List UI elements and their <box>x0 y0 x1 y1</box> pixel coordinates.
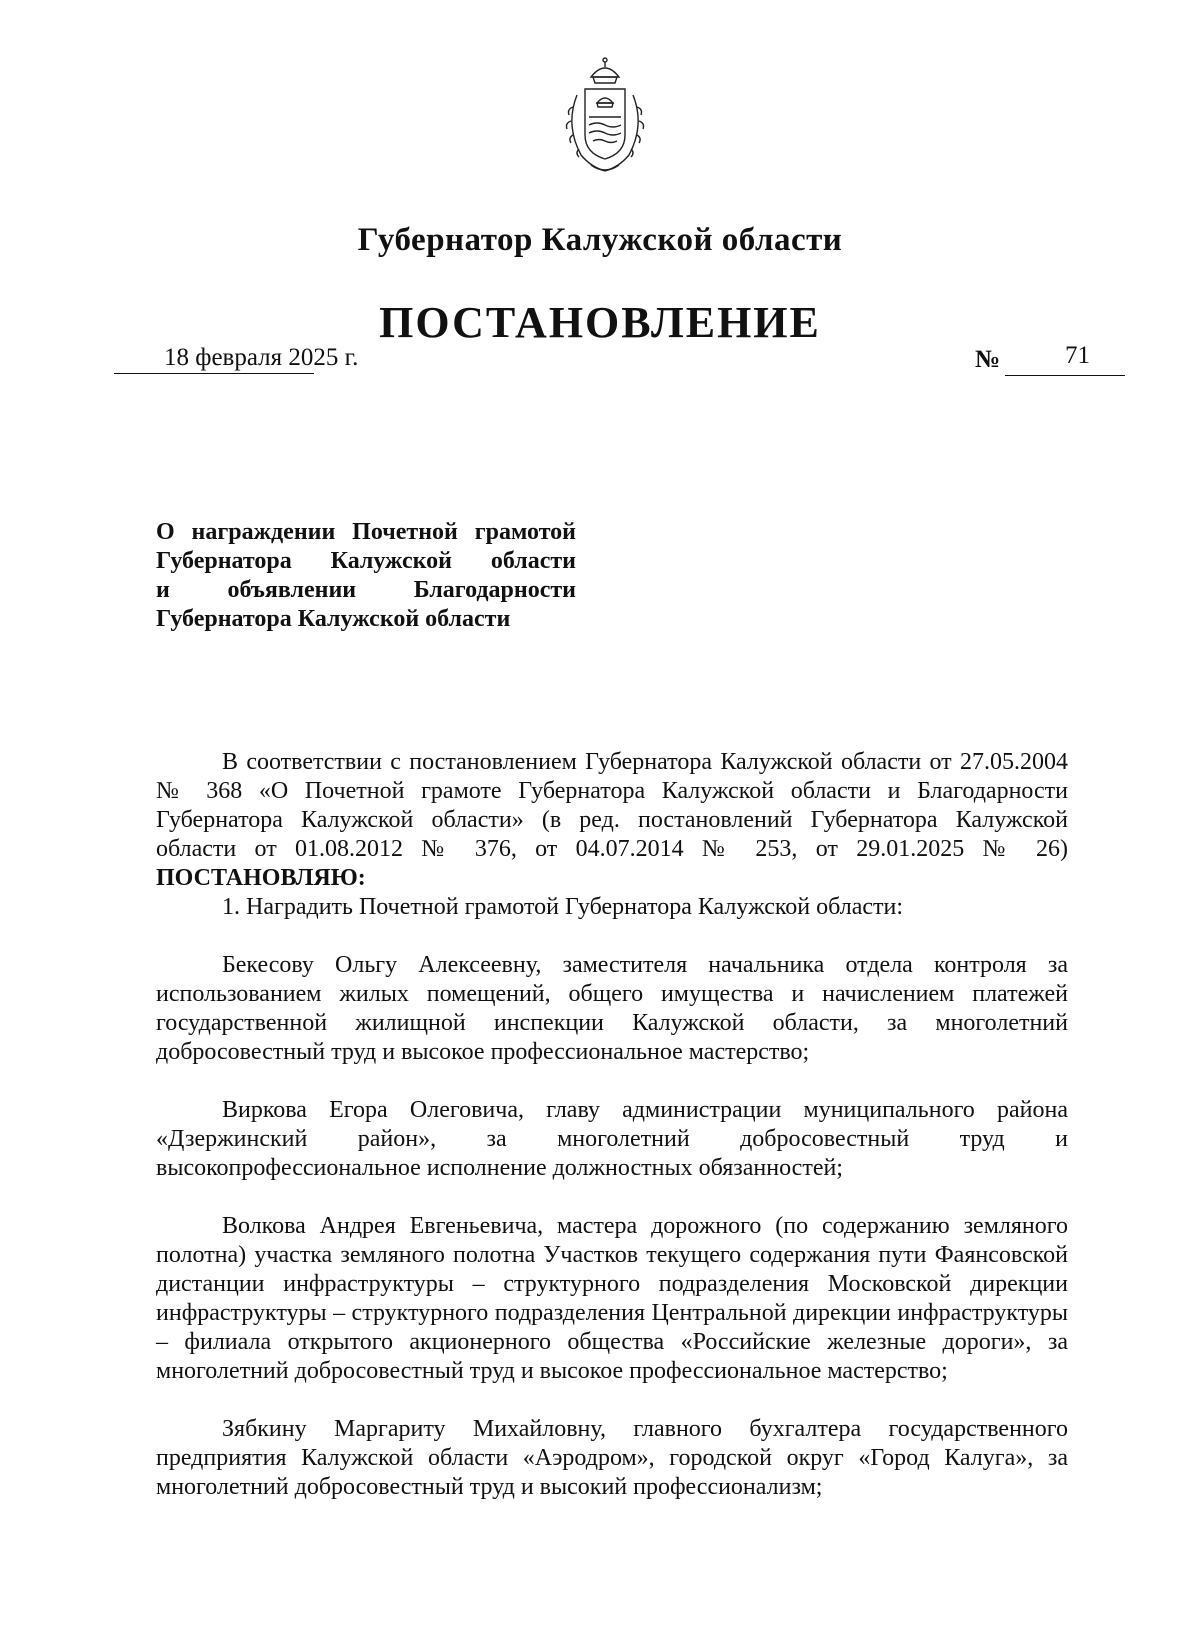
awardee-paragraph: Волкова Андрея Евгеньевича, мастера дорожного (по содержанию земляного полотна) участка земляного полотна Участков текущего содержания пути Фаянсовской дистанции инфраструктуры – структурного подразделения Московской дирекции инфраструктуры – структурного подразделения Центральной дирекции инфраструктуры – филиала открытого акционерного общества «Российские железные дороги», за многолетний добросовестный труд и высокое профессиональное мастерство; <box>156 1213 1068 1384</box>
document-subject <box>156 518 576 634</box>
number-underline <box>1005 375 1125 376</box>
subject-line: О награждении Почетной грамотой <box>156 519 576 545</box>
subject-line: Губернатора Калужской области <box>156 548 576 574</box>
issuing-authority: Губернатор Калужской области <box>357 222 843 258</box>
document-number: 71 <box>1065 342 1090 369</box>
document-date-field <box>114 343 364 373</box>
date-underline <box>114 373 314 374</box>
preamble-paragraph <box>156 748 1068 893</box>
item-1: 1. Наградить Почетной грамотой Губернатора Калужской области: <box>222 894 904 920</box>
decree-word: ПОСТАНОВЛЯЮ: <box>156 865 366 891</box>
awardee-paragraph: Виркова Егора Олеговича, главу администрации муниципального района «Дзержинский район», за многолетний добросовестный труд и высокопрофессиональное исполнение должностных обязанностей; <box>156 1097 1068 1181</box>
document-body <box>156 748 1068 1502</box>
awardee-paragraph: Бекесову Ольгу Алексеевну, заместителя начальника отдела контроля за использованием жилых помещений, общего имущества и начислением платежей государственной жилищной инспекции Калужской области, за многолетний добросовестный труд и высокое профессиональное мастерство; <box>156 952 1068 1065</box>
preamble-text: В соответствии с постановлением Губернатора Калужской области от 27.05.2004 № 368 «О Почетной грамоте Губернатора Калужской области и Благодарности Губернатора Калужской области» (в ред. постановлений Губернатора Калужской области от 01.08.2012 № 376, от 04.07.2014 № 253, от 29.01.2025 № 26) <box>156 749 1068 862</box>
number-sign: № <box>975 346 1001 373</box>
subject-line: и объявлении Благодарности <box>156 577 576 603</box>
coat-of-arms-icon <box>555 55 655 180</box>
document-type-title: ПОСТАНОВЛЕНИЕ <box>379 298 821 347</box>
awardee-paragraph: Зябкину Маргариту Михайловну, главного бухгалтера государственного предприятия Калужской области «Аэродром», городской округ «Город Калуга», за многолетний добросовестный труд и высокий профессионализм; <box>156 1416 1068 1500</box>
subject-line: Губернатора Калужской области <box>156 606 511 632</box>
document-date: 18 февраля 2025 г. <box>164 344 359 371</box>
